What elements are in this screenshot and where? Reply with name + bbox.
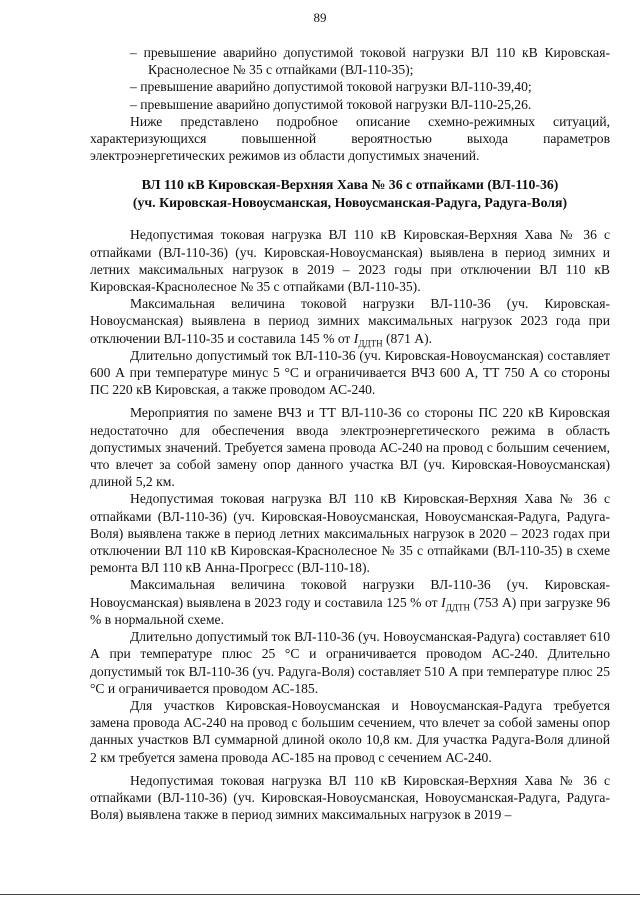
paragraph: Мероприятия по замене ВЧЗ и ТТ ВЛ-110-36 со стороны ПС 220 кВ Кировская недостаточно для обеспечения ввода электроэнергетического режима в область допустимых значений. Требуется замена провода АС-240 на провод с большим сечением, что влечет за собой замену опор данного участка ВЛ (уч. Кировская-Новоусманская) длиной 5,2 км. bbox=[90, 405, 610, 490]
paragraph: Недопустимая токовая нагрузка ВЛ 110 кВ Кировская-Верхняя Хава № 36 с отпайками (ВЛ-110-36) (уч. Кировская-Новоусманская) выявлена в период зимних и летних максимальных нагрузок в 2019 – 2023 годы при отключении ВЛ 110 кВ Кировская-Краснолесное № 35 с отпайками (ВЛ-110-35). bbox=[90, 227, 610, 295]
paragraph: Длительно допустимый ток ВЛ-110-36 (уч. Новоусманская-Радуга) составляет 610 А при температуре плюс 25 °С и ограничивается проводом АС-240. Длительно допустимый ток ВЛ-110-36 (уч. Радуга-Воля) составляет 510 А при температуре плюс 25 °С и ограничивается проводом АС-185. bbox=[90, 629, 610, 696]
paragraph: Недопустимая токовая нагрузка ВЛ 110 кВ Кировская-Верхняя Хава № 36 с отпайками (ВЛ-110-36) (уч. Кировская-Новоусманская, Новоусманская-Радуга, Радуга-Воля) выявлена также в период летних максимальных нагрузок в 2020 – 2023 годах при отключении ВЛ 110 кВ Кировская-Краснолесное № 35 с отпайками (ВЛ-110-35) в схеме ремонта ВЛ 110 кВ Анна-Прогресс (ВЛ-110-18). bbox=[90, 491, 610, 576]
current-symbol: I bbox=[353, 330, 359, 346]
paragraph: Недопустимая токовая нагрузка ВЛ 110 кВ Кировская-Верхняя Хава № 36 с отпайками (ВЛ-110-36) (уч. Кировская-Новоусманская, Новоусманская-Радуга, Радуга-Воля) выявлена также в период зимних максимальных нагрузок в 2019 – bbox=[90, 772, 610, 823]
paragraph bbox=[90, 295, 610, 347]
page-bottom-rule bbox=[0, 894, 640, 895]
page-number: 89 bbox=[313, 10, 327, 25]
bullet-item: – превышение аварийно допустимой токовой нагрузки ВЛ-110-39,40; bbox=[130, 79, 532, 95]
page-content bbox=[90, 44, 610, 823]
current-subscript: ДДТН bbox=[358, 338, 383, 349]
paragraph: Длительно допустимый ток ВЛ-110-36 (уч. Кировская-Новоусманская) составляет 600 А при температуре минус 5 °С и ограничивается ВЧЗ 600 А, ТТ 750 А со стороны ПС 220 кВ Кировская, а также проводом АС-240. bbox=[90, 347, 610, 398]
intro-paragraph: Ниже представлено подробное описание схемно-режимных ситуаций, характеризующихся повышенной вероятностью выхода параметров электроэнергетических режимов из области допустимых значений. bbox=[90, 113, 610, 164]
bullet-item: – превышение аварийно допустимой токовой нагрузки ВЛ 110 кВ Кировская-Краснолесное № 35 с отпайками (ВЛ-110-35); bbox=[130, 45, 610, 78]
bullet-item: – превышение аварийно допустимой токовой нагрузки ВЛ-110-25,26. bbox=[130, 96, 532, 112]
text-run: (753 А) при загрузке 96 % в нормальной схеме. bbox=[90, 594, 610, 627]
paragraph: Для участков Кировская-Новоусманская и Новоусманская-Радуга требуется замена провода АС-240 на провод с большим сечением, что влечет за собой замены опор данных участков ВЛ суммарной длиной около 10,8 км. Для участка Радуга-Воля длиной 2 км требуется замена провода АС-185 на провод с сечением АС-240. bbox=[90, 697, 610, 765]
text-run: Максимальная величина токовой нагрузки ВЛ-110-36 (уч. Кировская-Новоусманская) выявлена в период зимних максимальных нагрузок 2023 года при отключении ВЛ-110-35 и составила 145 % от bbox=[90, 296, 610, 346]
paragraph bbox=[90, 576, 610, 628]
current-symbol: I bbox=[441, 594, 446, 610]
heading-line-1: ВЛ 110 кВ Кировская-Верхняя Хава № 36 с отпайками (ВЛ-110-36) bbox=[141, 177, 559, 193]
section-heading bbox=[90, 176, 610, 212]
current-subscript: ДДТН bbox=[445, 602, 470, 613]
text-run: Максимальная величина токовой нагрузки ВЛ-110-36 (уч. Кировская-Новоусманская) выявлена в 2023 году и составила 125 % от bbox=[90, 577, 610, 610]
heading-line-2: (уч. Кировская-Новоусманская, Новоусманская-Радуга, Радуга-Воля) bbox=[132, 195, 568, 211]
text-run: (871 А). bbox=[382, 330, 433, 346]
